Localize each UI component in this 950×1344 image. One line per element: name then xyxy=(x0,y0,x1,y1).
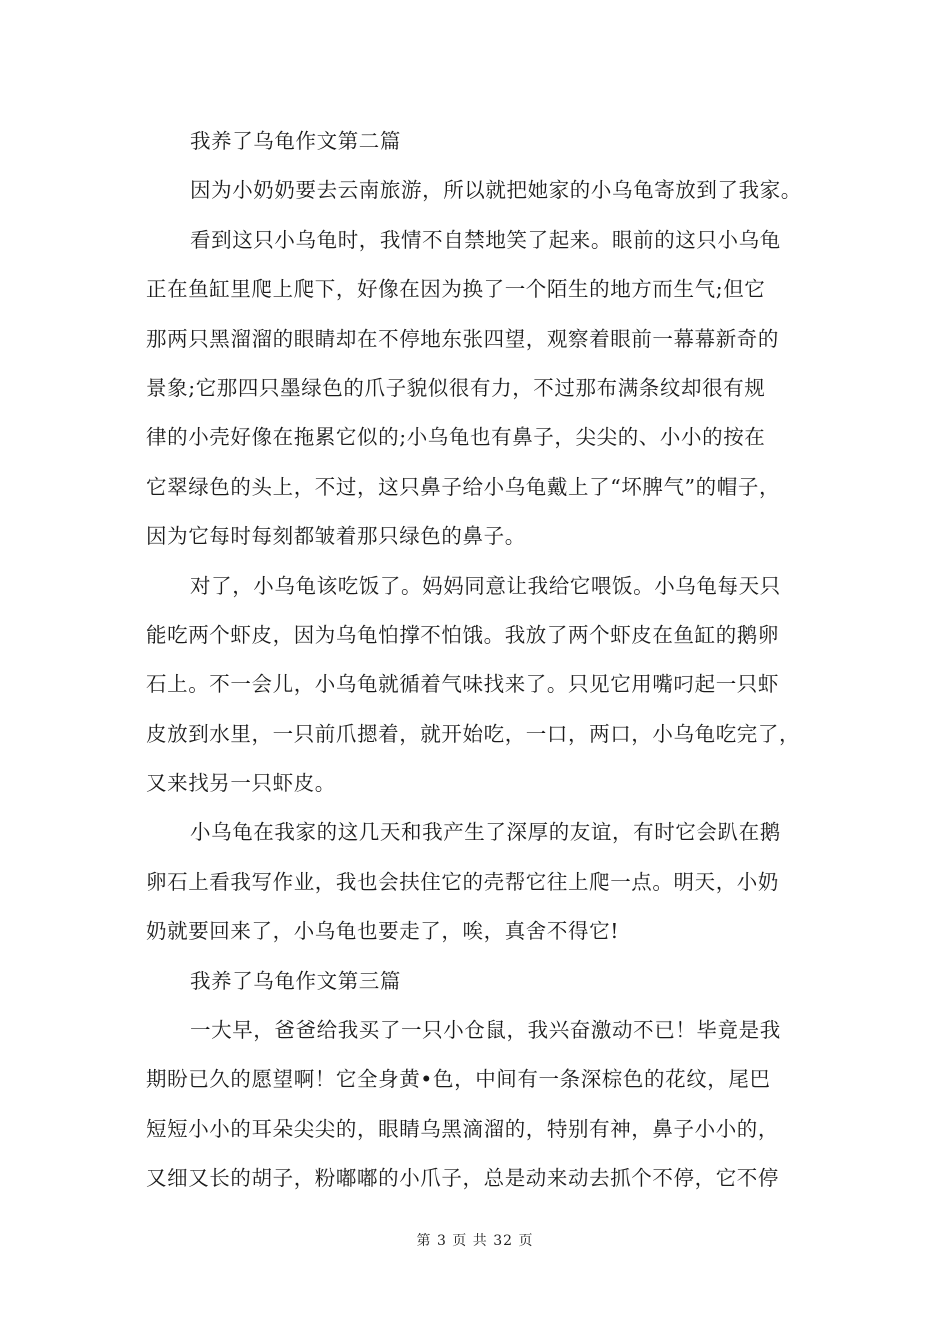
text-line: 皮放到水里，一只前爪摁着，就开始吃，一口，两口，小乌龟吃完了， xyxy=(146,721,801,746)
text-line: 我养了乌龟作文第二篇 xyxy=(190,129,401,153)
text-line: 那两只黑溜溜的眼睛却在不停地东张四望，观察着眼前一幕幕新奇的 xyxy=(146,326,779,351)
text-line: 正在鱼缸里爬上爬下，好像在因为换了一个陌生的地方而生气;但它 xyxy=(146,277,766,302)
text-line: 看到这只小乌龟时，我情不自禁地笑了起来。眼前的这只小乌龟 xyxy=(190,227,781,252)
text-line: 因为它每时每刻都皱着那只绿色的鼻子。 xyxy=(146,524,526,549)
text-line: 律的小壳好像在拖累它似的;小乌龟也有鼻子，尖尖的、小小的按在 xyxy=(146,425,766,450)
text-line: 期盼已久的愿望啊！它全身黄•色，中间有一条深棕色的花纹，尾巴 xyxy=(146,1067,771,1092)
text-line: 它翠绿色的头上，不过，这只鼻子给小乌龟戴上了“坏脾气”的帽子， xyxy=(146,474,781,499)
text-line: 景象;它那四只墨绿色的爪子貌似很有力，不过那布满条纹却很有规 xyxy=(146,375,766,400)
page-footer: 第 3 页 共 32 页 xyxy=(416,1233,534,1249)
text-line: 石上。不一会儿，小乌龟就循着气味找来了。只见它用嘴叼起一只虾 xyxy=(146,672,779,697)
text-line: 奶就要回来了，小乌龟也要走了，唉，真舍不得它! xyxy=(146,919,620,944)
text-line: 一大早，爸爸给我买了一只小仓鼠，我兴奋激动不已！毕竟是我 xyxy=(190,1018,781,1043)
text-line: 卵石上看我写作业，我也会扶住它的壳帮它往上爬一点。明天，小奶 xyxy=(146,869,779,894)
text-line: 又细又长的胡子，粉嘟嘟的小爪子，总是动来动去抓个不停，它不停 xyxy=(146,1166,779,1191)
document-body xyxy=(146,117,816,1204)
text-line: 因为小奶奶要去云南旅游，所以就把她家的小乌龟寄放到了我家。 xyxy=(190,178,802,203)
text-line: 对了，小乌龟该吃饭了。妈妈同意让我给它喂饭。小乌龟每天只 xyxy=(190,573,781,598)
text-line: 小乌龟在我家的这几天和我产生了深厚的友谊，有时它会趴在鹅 xyxy=(190,820,781,845)
text-line: 我养了乌龟作文第三篇 xyxy=(190,968,401,993)
text-line: 短短小小的耳朵尖尖的，眼睛乌黑滴溜的，特别有神，鼻子小小的， xyxy=(146,1116,779,1141)
text-line: 能吃两个虾皮，因为乌龟怕撑不怕饿。我放了两个虾皮在鱼缸的鹅卵 xyxy=(146,622,779,647)
text-line: 又来找另一只虾皮。 xyxy=(146,771,336,796)
